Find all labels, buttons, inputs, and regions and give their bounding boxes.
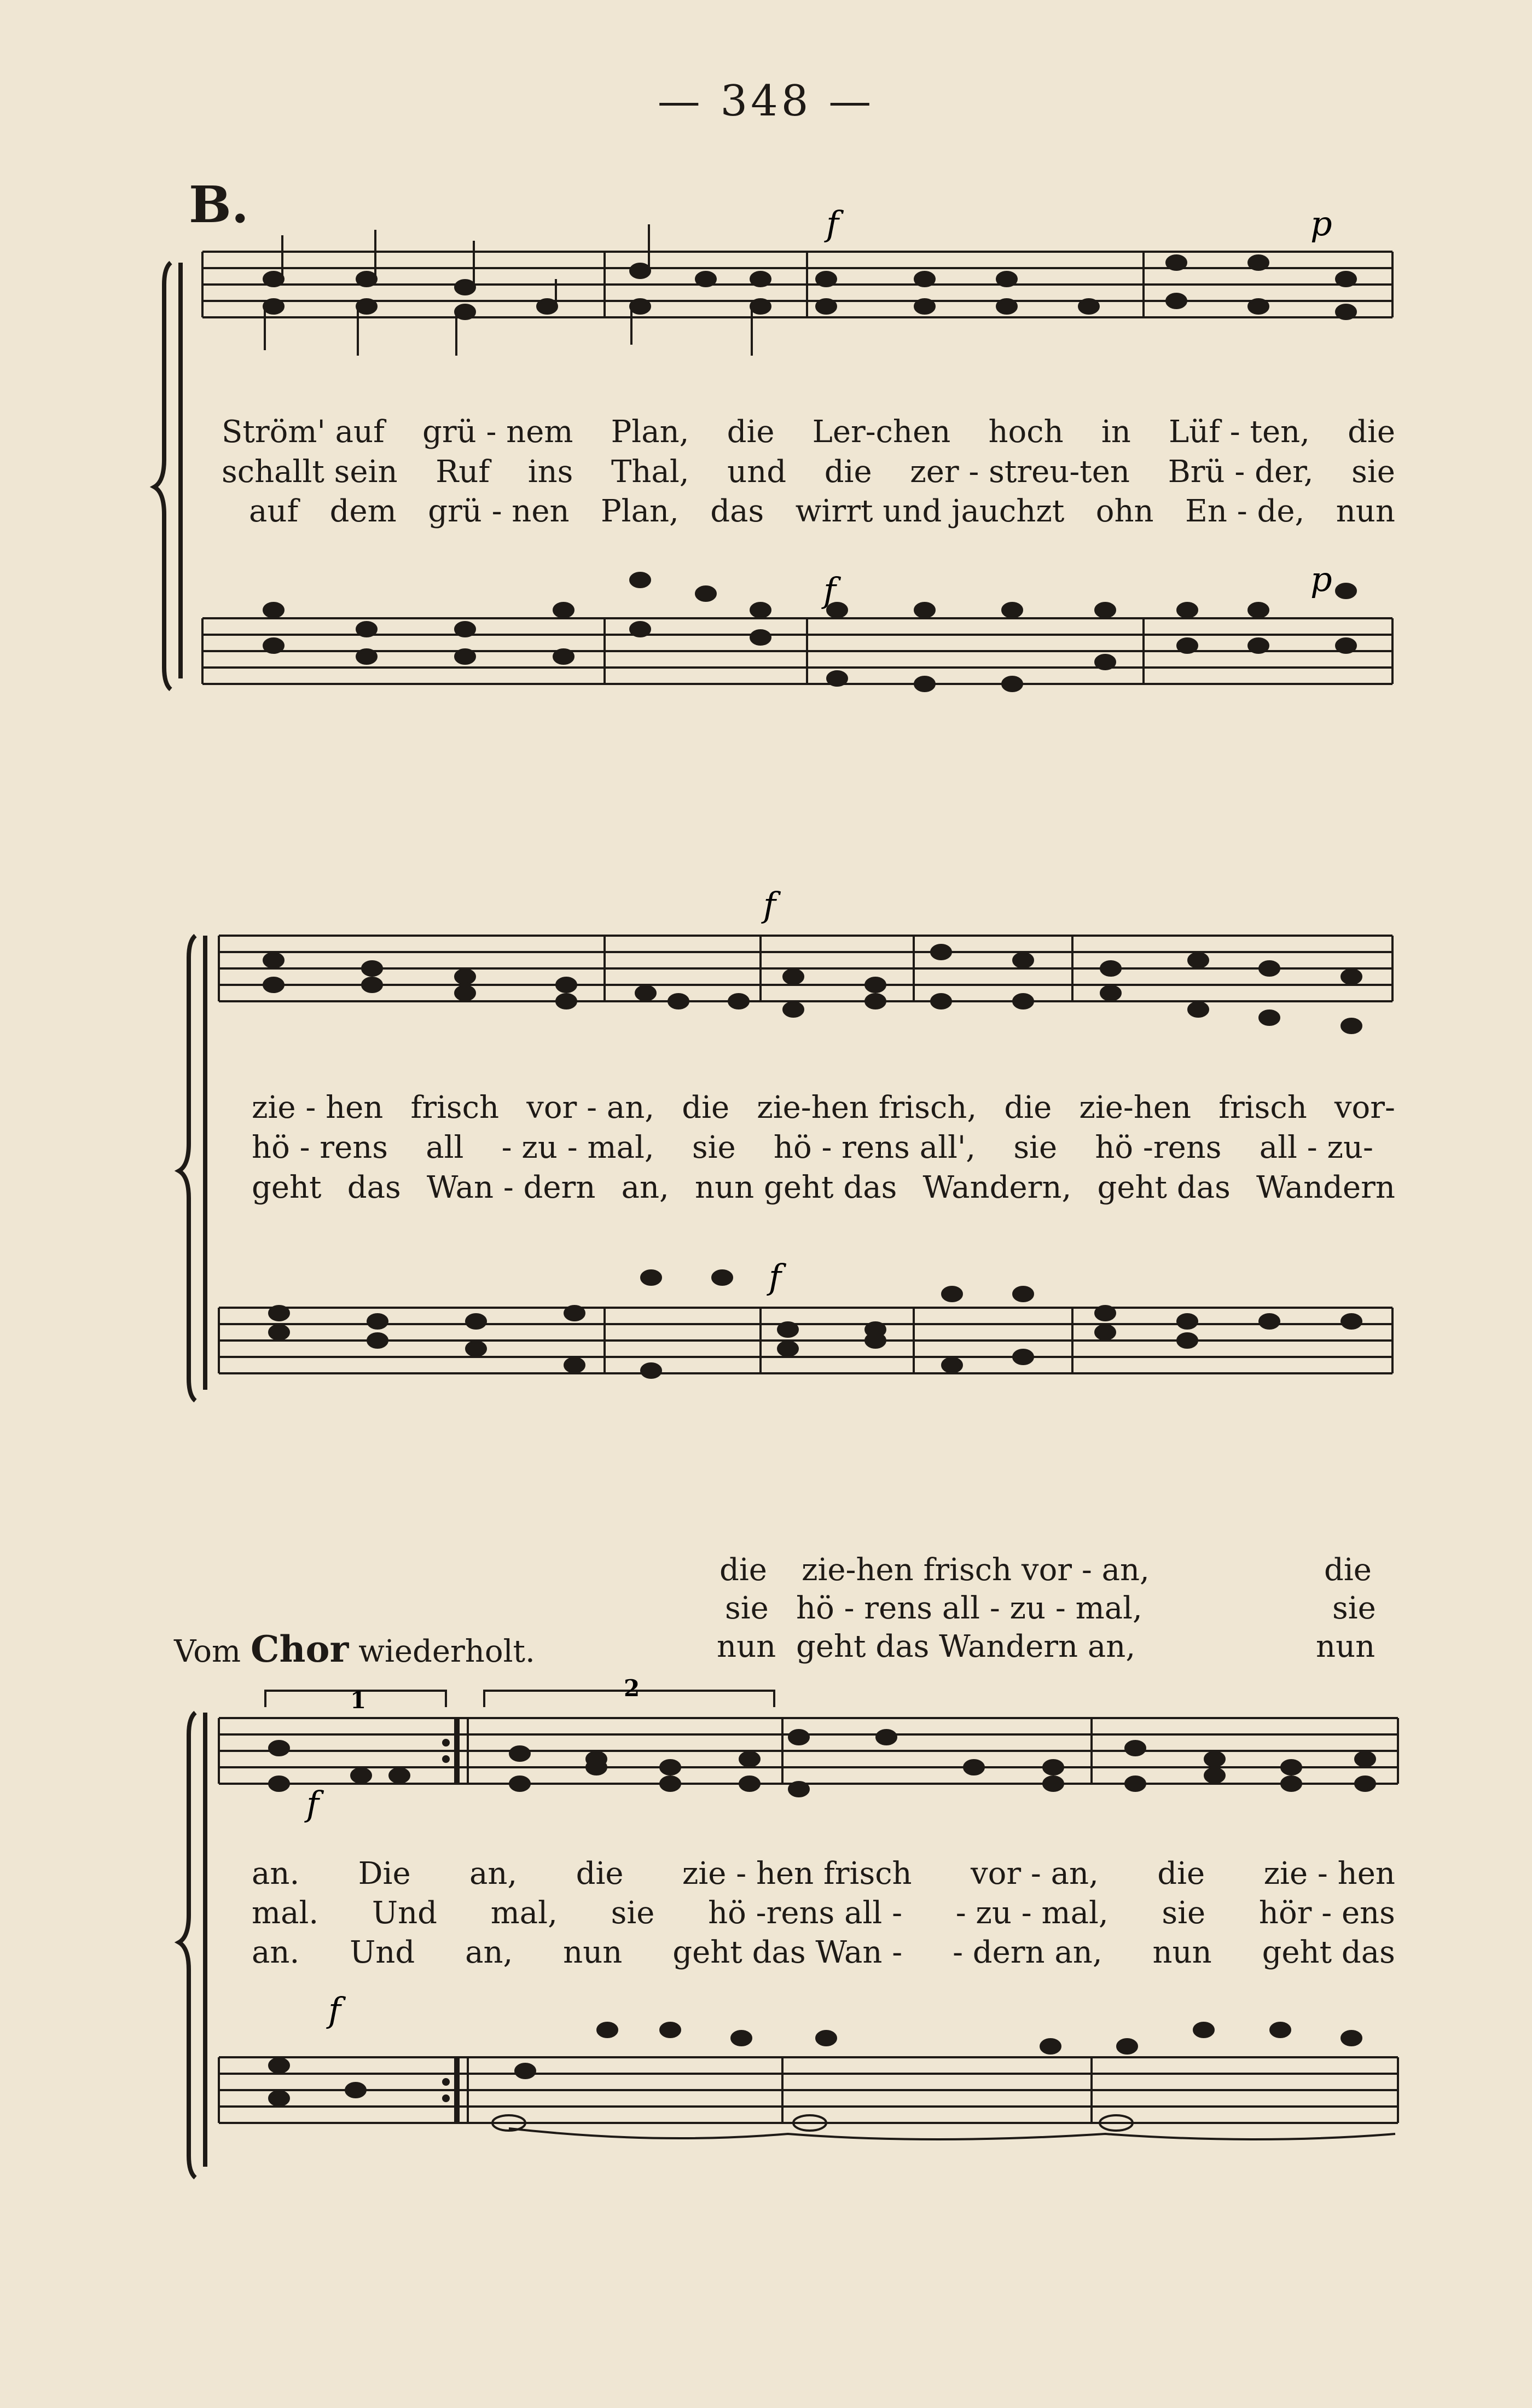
lyric-syllable: Ler-chen [812, 414, 951, 450]
lyric-syllable: sie [1013, 1130, 1058, 1165]
system-2-lyric-verse-1 [252, 1089, 1395, 1127]
lyric-syllable: En - de, [1185, 494, 1305, 529]
pre-lyric-cue: hö - rens all - zu - mal, [796, 1591, 1142, 1626]
lyric-syllable: zie-hen frisch, [757, 1090, 977, 1125]
lyric-syllable: Lüf - ten, [1168, 414, 1310, 450]
pre-lyric-cue: die [719, 1552, 767, 1588]
lyric-syllable: Ruf [436, 454, 490, 490]
lyric-syllable: an, [469, 1856, 518, 1891]
lyric-syllable: das [347, 1170, 401, 1205]
lyric-syllable: zie - hen [252, 1090, 384, 1125]
lyric-syllable: Die [358, 1856, 411, 1891]
lyric-syllable: zie - hen [1263, 1856, 1395, 1891]
lyric-syllable: zer - streu-ten [910, 454, 1130, 490]
lyric-syllable: hö - rens [252, 1130, 388, 1165]
chor-note-prefix: Vom [174, 1634, 241, 1669]
lyric-syllable: an, [621, 1170, 669, 1205]
lyric-syllable: - zu - mal, [955, 1895, 1109, 1931]
lyric-syllable: hö -rens [1095, 1130, 1222, 1165]
lyric-syllable: die [1004, 1090, 1052, 1125]
lyric-syllable: hö - rens all', [773, 1130, 976, 1165]
pre-lyric-cue: nun [717, 1629, 776, 1664]
lyric-syllable: an, [465, 1935, 513, 1970]
lyric-syllable: hö -rens all - [708, 1895, 903, 1931]
lyric-syllable: all [426, 1130, 464, 1165]
system-1-lyric-verse-3 [249, 492, 1395, 531]
lyric-syllable: an. [252, 1935, 300, 1970]
lyric-syllable: die [576, 1856, 624, 1891]
lyric-syllable: Plan, [600, 494, 679, 529]
lyric-syllable: zie - hen frisch [682, 1856, 912, 1891]
lyric-syllable: vor- [1334, 1090, 1395, 1125]
dynamic-p: p [1310, 559, 1332, 599]
lyric-syllable: auf [249, 494, 299, 529]
dynamic-f: f [763, 885, 776, 925]
system-3-brace [179, 1713, 205, 2178]
dynamic-f: f [826, 204, 839, 243]
lyric-syllable: ohn [1095, 494, 1154, 529]
lyric-syllable: dem [329, 494, 397, 529]
page-number: — 348 — [657, 77, 875, 126]
system-1-lyric-verse-2 [222, 453, 1395, 491]
lyric-syllable: grü - nen [428, 494, 570, 529]
lyric-syllable: das [710, 494, 764, 529]
lyric-syllable: Und [372, 1895, 437, 1931]
lyric-syllable: geht das [1097, 1170, 1231, 1205]
lyric-syllable: und [727, 454, 787, 490]
lyric-syllable: geht das Wan - [672, 1935, 903, 1970]
pre-lyric-cue: nun [1316, 1629, 1376, 1664]
lyric-syllable: vor - an, [526, 1090, 655, 1125]
lyric-syllable: nun [1152, 1935, 1212, 1970]
lyric-syllable: sie [611, 1895, 655, 1931]
lyric-syllable: die [1157, 1856, 1205, 1891]
system-2-lyric-verse-2 [252, 1129, 1373, 1167]
dynamic-f: f [328, 1990, 341, 2030]
lyric-syllable: sie [1162, 1895, 1206, 1931]
system-3-lyric-verse-1 [252, 1855, 1395, 1893]
lyric-syllable: Thal, [611, 454, 689, 490]
system-3-lyric-verse-3 [252, 1934, 1395, 1972]
lyric-syllable: - zu - mal, [501, 1130, 654, 1165]
lyric-syllable: sie [1351, 454, 1395, 490]
chor-note-word: Chor [250, 1628, 349, 1670]
pre-lyric-cue: zie-hen frisch vor - an, [802, 1552, 1150, 1588]
lyric-syllable: geht [252, 1170, 322, 1205]
dynamic-f: f [769, 1257, 781, 1297]
lyric-syllable: Wandern [1256, 1170, 1395, 1205]
section-label: B. [189, 175, 249, 234]
lyric-syllable: hoch [988, 414, 1064, 450]
lyric-syllable: die [824, 454, 872, 490]
pre-lyric-cue: sie [725, 1591, 769, 1626]
system-3-lyric-verse-2 [252, 1894, 1395, 1933]
system-2-upper-staff [219, 936, 1392, 1001]
lyric-syllable: schallt sein [222, 454, 398, 490]
system-3-lower-staff [219, 2057, 1398, 2123]
lyric-syllable: Ström' auf [222, 414, 385, 450]
lyric-syllable: nun [1336, 494, 1395, 529]
lyric-syllable: die [682, 1090, 730, 1125]
lyric-syllable: in [1101, 414, 1131, 450]
lyric-syllable: geht das [1262, 1935, 1395, 1970]
dynamic-f: f [823, 570, 836, 610]
lyric-syllable: nun [563, 1935, 623, 1970]
lyric-syllable: sie [692, 1130, 736, 1165]
lyric-syllable: die [1348, 414, 1395, 450]
lyric-syllable: all - zu- [1259, 1130, 1373, 1165]
system-1-lower-staff [202, 618, 1392, 684]
pre-lyric-cue: die [1324, 1552, 1372, 1588]
chor-note-suffix: wiederholt. [358, 1634, 535, 1669]
lyric-syllable: wirrt und jauchzt [795, 494, 1065, 529]
lyric-syllable: mal. [252, 1895, 319, 1931]
lyric-syllable: - dern an, [953, 1935, 1102, 1970]
lyric-syllable: an. [252, 1856, 300, 1891]
pre-lyric-cue: sie [1332, 1591, 1376, 1626]
lyric-syllable: Wan - dern [426, 1170, 596, 1205]
system-2-brace [179, 936, 205, 1401]
lyric-syllable: vor - an, [971, 1856, 1099, 1891]
lyric-syllable: Brü - der, [1168, 454, 1314, 490]
pre-lyric-cue: geht das Wandern an, [796, 1629, 1136, 1664]
lyric-syllable: hör - ens [1258, 1895, 1395, 1931]
lyric-syllable: grü - nem [422, 414, 573, 450]
lyric-syllable: nun geht das [695, 1170, 897, 1205]
dynamic-f: f [306, 1784, 319, 1824]
lyric-syllable: frisch [410, 1090, 500, 1125]
volta-2-label: 2 [624, 1675, 640, 1702]
lyric-syllable: Und [350, 1935, 415, 1970]
lyric-syllable: Plan, [611, 414, 689, 450]
volta-1-label: 1 [350, 1687, 367, 1714]
system-2-lyric-verse-3 [252, 1169, 1395, 1207]
lyric-syllable: Wandern, [922, 1170, 1072, 1205]
volta-brackets [265, 1691, 774, 1707]
dynamic-p: p [1310, 204, 1332, 243]
lyric-syllable: die [727, 414, 775, 450]
lyric-syllable: zie-hen [1079, 1090, 1192, 1125]
system-1-brace [154, 263, 181, 689]
system-2-lower-staff [219, 1308, 1392, 1373]
system-1-lyric-verse-1 [222, 413, 1395, 451]
lyric-syllable: ins [527, 454, 573, 490]
lyric-syllable: mal, [490, 1895, 558, 1931]
lyric-syllable: frisch [1218, 1090, 1307, 1125]
system-1-upper-staff [202, 252, 1392, 317]
